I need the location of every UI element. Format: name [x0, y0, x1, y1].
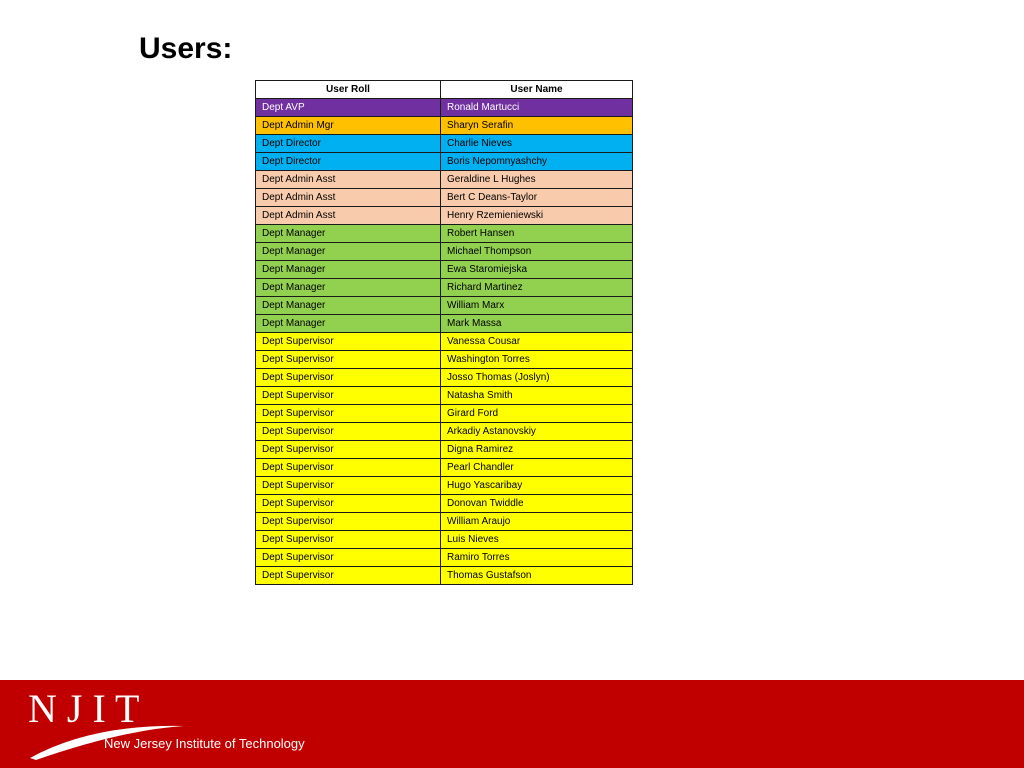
column-header-user-name: User Name	[441, 81, 633, 99]
cell-user-name: Boris Nepomnyashchy	[441, 153, 633, 171]
cell-user-name: Natasha Smith	[441, 387, 633, 405]
cell-user-roll: Dept Admin Mgr	[256, 117, 441, 135]
cell-user-roll: Dept Manager	[256, 261, 441, 279]
cell-user-roll: Dept Manager	[256, 315, 441, 333]
logo-subtitle: New Jersey Institute of Technology	[104, 736, 305, 751]
table-row	[256, 459, 633, 477]
cell-user-roll: Dept Manager	[256, 279, 441, 297]
table-row	[256, 99, 633, 117]
cell-user-name: Charlie Nieves	[441, 135, 633, 153]
cell-user-name: Hugo Yascaribay	[441, 477, 633, 495]
table-row	[256, 477, 633, 495]
logo-letters: N J I T	[28, 686, 140, 731]
cell-user-roll: Dept Supervisor	[256, 477, 441, 495]
table-row	[256, 207, 633, 225]
cell-user-roll: Dept Admin Asst	[256, 189, 441, 207]
cell-user-roll: Dept Supervisor	[256, 459, 441, 477]
cell-user-name: William Araujo	[441, 513, 633, 531]
cell-user-name: Pearl Chandler	[441, 459, 633, 477]
cell-user-name: Michael Thompson	[441, 243, 633, 261]
cell-user-roll: Dept Supervisor	[256, 531, 441, 549]
table-row	[256, 369, 633, 387]
cell-user-roll: Dept Supervisor	[256, 333, 441, 351]
cell-user-roll: Dept AVP	[256, 99, 441, 117]
cell-user-name: William Marx	[441, 297, 633, 315]
cell-user-roll: Dept Supervisor	[256, 567, 441, 585]
cell-user-name: Vanessa Cousar	[441, 333, 633, 351]
cell-user-name: Geraldine L Hughes	[441, 171, 633, 189]
table-row	[256, 549, 633, 567]
table-row	[256, 387, 633, 405]
table-row	[256, 135, 633, 153]
users-table	[255, 80, 633, 585]
table-row	[256, 441, 633, 459]
table-row	[256, 423, 633, 441]
table-body	[256, 99, 633, 585]
table-row	[256, 117, 633, 135]
cell-user-roll: Dept Director	[256, 135, 441, 153]
column-header-user-roll: User Roll	[256, 81, 441, 99]
cell-user-name: Digna Ramirez	[441, 441, 633, 459]
cell-user-name: Girard Ford	[441, 405, 633, 423]
table-row	[256, 279, 633, 297]
cell-user-name: Ewa Staromiejska	[441, 261, 633, 279]
cell-user-name: Henry Rzemieniewski	[441, 207, 633, 225]
table-row	[256, 333, 633, 351]
cell-user-name: Ronald Martucci	[441, 99, 633, 117]
table-header-row	[256, 81, 633, 99]
cell-user-roll: Dept Supervisor	[256, 405, 441, 423]
table-row	[256, 405, 633, 423]
cell-user-roll: Dept Admin Asst	[256, 207, 441, 225]
table-row	[256, 351, 633, 369]
cell-user-name: Richard Martinez	[441, 279, 633, 297]
table-row	[256, 513, 633, 531]
cell-user-name: Sharyn Serafin	[441, 117, 633, 135]
table-row	[256, 261, 633, 279]
cell-user-roll: Dept Supervisor	[256, 423, 441, 441]
cell-user-roll: Dept Manager	[256, 225, 441, 243]
cell-user-name: Arkadiy Astanovskiy	[441, 423, 633, 441]
cell-user-name: Bert C Deans-Taylor	[441, 189, 633, 207]
cell-user-name: Thomas Gustafson	[441, 567, 633, 585]
slide-title: Users:	[139, 32, 233, 65]
cell-user-name: Luis Nieves	[441, 531, 633, 549]
cell-user-roll: Dept Supervisor	[256, 495, 441, 513]
table-row	[256, 189, 633, 207]
table-row	[256, 297, 633, 315]
table-row	[256, 243, 633, 261]
table-row	[256, 567, 633, 585]
cell-user-roll: Dept Admin Asst	[256, 171, 441, 189]
cell-user-roll: Dept Supervisor	[256, 351, 441, 369]
cell-user-name: Josso Thomas (Joslyn)	[441, 369, 633, 387]
cell-user-name: Donovan Twiddle	[441, 495, 633, 513]
cell-user-roll: Dept Manager	[256, 243, 441, 261]
cell-user-name: Ramiro Torres	[441, 549, 633, 567]
cell-user-roll: Dept Director	[256, 153, 441, 171]
table-row	[256, 531, 633, 549]
cell-user-roll: Dept Supervisor	[256, 513, 441, 531]
table-row	[256, 315, 633, 333]
table-row	[256, 495, 633, 513]
cell-user-roll: Dept Supervisor	[256, 549, 441, 567]
cell-user-roll: Dept Supervisor	[256, 369, 441, 387]
njit-logo-icon	[22, 684, 322, 764]
table-row	[256, 225, 633, 243]
cell-user-name: Robert Hansen	[441, 225, 633, 243]
cell-user-name: Mark Massa	[441, 315, 633, 333]
table-row	[256, 171, 633, 189]
cell-user-name: Washington Torres	[441, 351, 633, 369]
cell-user-roll: Dept Supervisor	[256, 441, 441, 459]
cell-user-roll: Dept Manager	[256, 297, 441, 315]
cell-user-roll: Dept Supervisor	[256, 387, 441, 405]
table-row	[256, 153, 633, 171]
